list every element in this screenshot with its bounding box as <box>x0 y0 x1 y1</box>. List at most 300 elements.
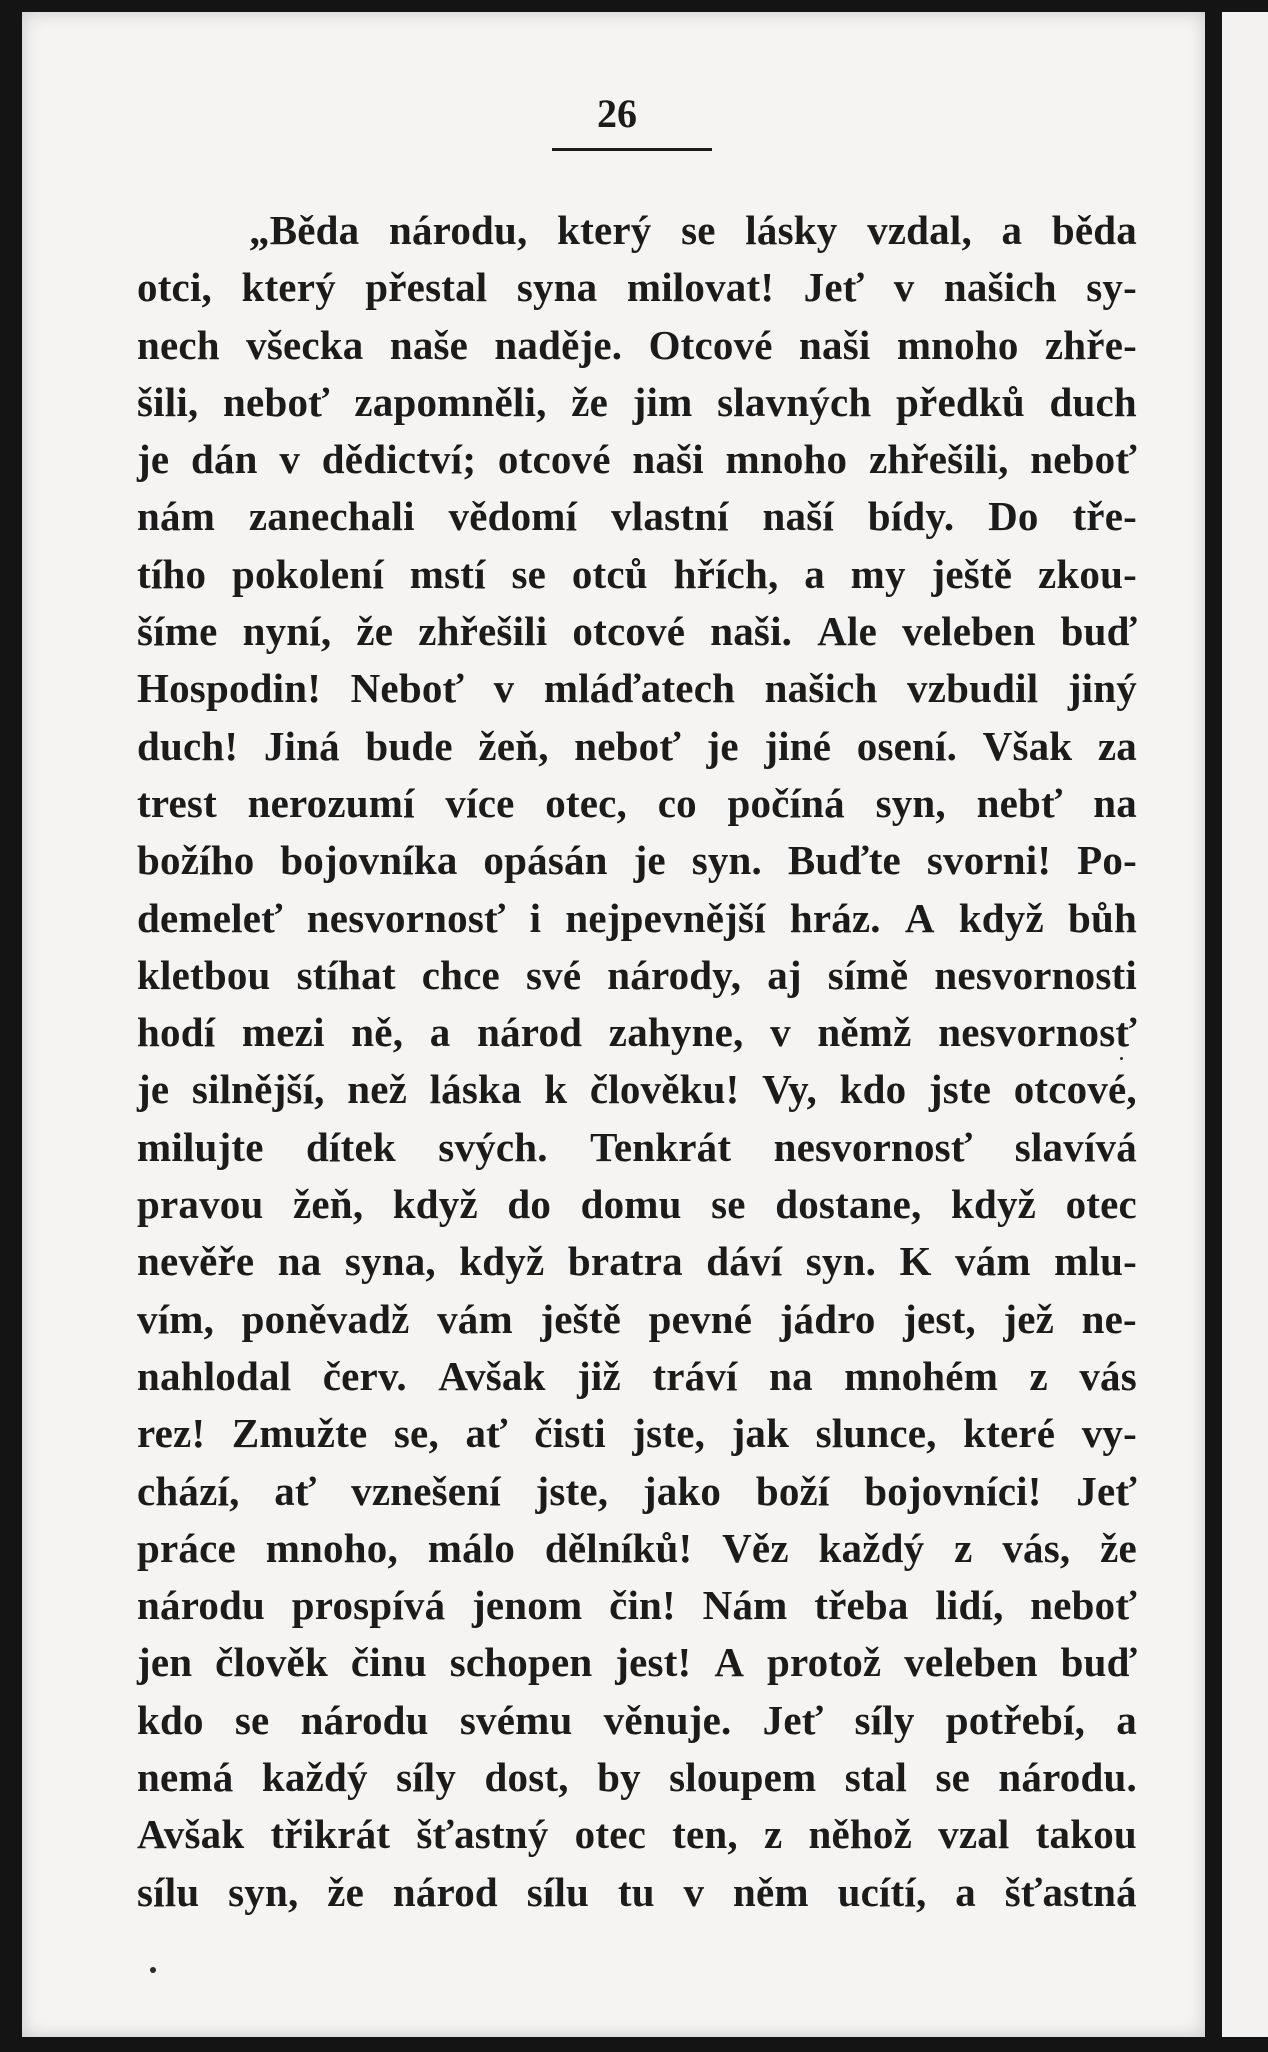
word: Buďte <box>787 837 901 884</box>
text-line <box>137 1577 1137 1634</box>
text-line <box>137 1806 1137 1863</box>
text-line <box>137 1176 1137 1233</box>
word: Věz <box>722 1524 789 1571</box>
word: něhož <box>808 1811 912 1858</box>
word: jste, <box>535 1467 609 1514</box>
text-line <box>137 1864 1137 1921</box>
word: veleben <box>902 608 1036 655</box>
word: dost, <box>484 1754 569 1801</box>
word: počíná <box>727 779 845 826</box>
word: národu <box>300 1696 429 1743</box>
word: že <box>1100 1524 1137 1571</box>
text-line <box>137 1520 1137 1577</box>
word: jako <box>642 1467 722 1514</box>
word: šťastný <box>416 1811 549 1858</box>
text-line <box>137 1749 1137 1806</box>
header-rule <box>552 148 712 151</box>
word: protož <box>767 1639 882 1686</box>
word: dostane, <box>775 1181 922 1228</box>
word: vím, <box>137 1295 215 1342</box>
word: mezi <box>241 1009 325 1056</box>
word: naši <box>632 436 704 483</box>
word: a <box>1116 1696 1137 1743</box>
word: málo <box>427 1524 516 1571</box>
word: lásky <box>745 207 838 253</box>
word: bídy. <box>867 493 955 540</box>
text-line <box>137 546 1137 603</box>
word: předků <box>896 378 1025 425</box>
word: činu <box>350 1639 427 1686</box>
word: nesvornosť <box>773 1123 973 1170</box>
word: osení. <box>856 722 958 769</box>
word: pokolení <box>231 550 384 597</box>
text-line <box>137 1405 1137 1462</box>
word: který <box>557 207 652 253</box>
word: domu <box>580 1181 682 1228</box>
word: již <box>577 1352 621 1399</box>
word: ať <box>274 1467 317 1514</box>
word: nerozumí <box>247 779 415 826</box>
word: bude <box>365 722 453 769</box>
word: nejpevnější <box>565 894 766 941</box>
word: zhře- <box>1044 321 1137 368</box>
word: buď <box>1060 608 1137 655</box>
text-line <box>137 374 1137 431</box>
page-number: 26 <box>597 91 637 136</box>
word: dítek <box>306 1123 396 1170</box>
word: své <box>525 951 582 998</box>
word: syn, <box>228 1868 299 1915</box>
text-line <box>137 431 1137 488</box>
word: stal <box>844 1754 908 1801</box>
text-line <box>137 1291 1137 1348</box>
word: tře- <box>1072 493 1137 540</box>
word: dědictví; <box>321 436 477 483</box>
word: otců <box>571 550 648 597</box>
word: do <box>507 1181 552 1228</box>
word: ten, <box>672 1811 738 1858</box>
word: červ. <box>322 1352 407 1399</box>
word: vás, <box>1002 1524 1071 1571</box>
word: Hospodin! <box>137 665 322 712</box>
word: že <box>327 1868 365 1915</box>
word: símě <box>827 951 909 998</box>
word: naděje. <box>494 321 623 368</box>
word: v <box>893 264 915 311</box>
word: syn. <box>691 837 763 884</box>
word: běda <box>1051 207 1137 253</box>
text-line <box>137 1463 1137 1520</box>
word: a <box>1001 207 1023 253</box>
word: na <box>277 1238 322 1285</box>
word: otec <box>574 1811 646 1858</box>
body-text <box>137 202 1137 1921</box>
text-line <box>137 718 1137 775</box>
text-line <box>137 832 1137 889</box>
word: láska <box>429 1066 522 1113</box>
word: ještě <box>931 550 1013 597</box>
word: národ <box>392 1868 498 1915</box>
word: vy- <box>1081 1410 1137 1457</box>
word: Avšak <box>137 1811 245 1858</box>
word: věnuje. <box>603 1696 732 1743</box>
word: zhřešili, <box>868 436 1009 483</box>
word: mnoho <box>896 321 1019 368</box>
word: i <box>529 894 542 941</box>
word: kletbou <box>137 951 271 998</box>
word: vám <box>437 1295 513 1342</box>
word: bůh <box>1067 894 1137 941</box>
word: síly <box>396 1754 457 1801</box>
word: opásán <box>483 837 608 884</box>
word: člověku! <box>589 1066 740 1113</box>
word: k <box>544 1066 568 1113</box>
word: ucítí, <box>837 1868 927 1915</box>
word: na <box>769 1352 813 1399</box>
word: když <box>392 1181 478 1228</box>
word: více <box>445 779 515 826</box>
word: a <box>429 1009 451 1056</box>
text-line <box>137 259 1137 316</box>
word: dáví <box>706 1238 783 1285</box>
word: je <box>633 837 666 884</box>
word: dělníků! <box>544 1524 693 1571</box>
word: nyní, <box>242 608 332 655</box>
word: tího <box>137 550 207 597</box>
word: veleben <box>904 1639 1038 1686</box>
word: sy- <box>1086 264 1137 311</box>
word: třeba <box>814 1582 909 1629</box>
word: potřebí, <box>945 1696 1086 1743</box>
word: a <box>955 1868 976 1915</box>
word: syn, <box>875 779 946 826</box>
page-sheet <box>22 12 1205 2037</box>
word: sílu <box>526 1868 590 1915</box>
word: my <box>850 550 906 597</box>
word: Avšak <box>438 1352 546 1399</box>
word: schopen <box>449 1639 593 1686</box>
word: pravou <box>137 1181 264 1228</box>
word: pevné <box>648 1295 753 1342</box>
word: je <box>706 722 739 769</box>
word: síly <box>854 1696 915 1743</box>
word: trest <box>137 779 217 826</box>
word: jen <box>137 1639 193 1686</box>
word: vzdal, <box>867 207 972 253</box>
word: člověk <box>215 1639 328 1686</box>
word: národy, <box>607 951 742 998</box>
word: každý <box>818 1524 925 1571</box>
text-line <box>137 603 1137 660</box>
word: žeň, <box>293 1181 364 1228</box>
word: národu <box>137 1582 266 1629</box>
word: Jeť <box>762 1696 824 1743</box>
word: hráz. <box>789 894 881 941</box>
word: jenom <box>472 1582 583 1629</box>
word: božího <box>137 837 255 884</box>
text-line <box>137 317 1137 374</box>
word: se <box>711 1181 746 1228</box>
word: nemá <box>137 1754 234 1801</box>
text-line <box>137 1348 1137 1405</box>
word: je <box>137 436 170 483</box>
ink-speck <box>150 1967 156 1973</box>
word: třikrát <box>270 1811 391 1858</box>
word: které <box>963 1410 1056 1457</box>
word: sílu <box>137 1868 200 1915</box>
word: našich <box>764 665 878 712</box>
text-line <box>137 1004 1137 1061</box>
word: boží <box>755 1467 830 1514</box>
word: čisti <box>534 1410 606 1457</box>
word: je <box>137 1066 170 1113</box>
word: než <box>347 1066 407 1113</box>
ink-speck <box>1120 1057 1123 1060</box>
word: jádro <box>779 1295 876 1342</box>
word: mnohém <box>844 1352 999 1399</box>
word: jest, <box>903 1295 976 1342</box>
word: když <box>950 1181 1037 1228</box>
word: hodí <box>137 1009 216 1056</box>
word: poněvadž <box>241 1295 410 1342</box>
word: šili, <box>137 378 199 425</box>
word: slavívá <box>1014 1123 1137 1170</box>
text-line <box>137 1233 1137 1290</box>
word: v <box>683 1868 705 1915</box>
word: Jeť <box>1076 1467 1137 1514</box>
word: milovat! <box>626 264 775 311</box>
word: vzbudil <box>907 665 1039 712</box>
word: rez! <box>137 1410 206 1457</box>
word: jež <box>1003 1295 1055 1342</box>
word: buď <box>1060 1639 1137 1686</box>
word: otcové, <box>1013 1066 1137 1113</box>
word: jest! <box>615 1639 692 1686</box>
word: vlastní <box>611 493 729 540</box>
word: žeň, <box>478 722 549 769</box>
text-line <box>137 1692 1137 1749</box>
text-line <box>137 947 1137 1004</box>
word: národ <box>477 1009 583 1056</box>
word: z <box>763 1811 783 1858</box>
text-line <box>137 202 1137 259</box>
word: jim <box>632 378 693 425</box>
facing-page-edge <box>1222 12 1268 2037</box>
word: jak <box>731 1410 790 1457</box>
word: takou <box>1035 1811 1137 1858</box>
word: hřích, <box>673 550 779 597</box>
word: milujte <box>137 1123 264 1170</box>
word: mláďatech <box>543 665 736 712</box>
word: jste, <box>632 1410 706 1457</box>
word: přestal <box>365 264 488 311</box>
word: silnější, <box>191 1066 325 1113</box>
word: zapomněli, <box>354 378 547 425</box>
word: čin! <box>609 1582 676 1629</box>
word: co <box>657 779 697 826</box>
word: když <box>958 894 1044 941</box>
word: který <box>241 264 336 311</box>
word: mstí <box>409 550 486 597</box>
word: vás <box>1079 1352 1137 1399</box>
word: slavných <box>717 378 872 425</box>
word: že <box>356 608 394 655</box>
word: bratra <box>567 1238 683 1285</box>
text-line <box>137 660 1137 717</box>
word: lidí, <box>935 1582 1004 1629</box>
word: nech <box>137 321 220 368</box>
word: kdo <box>137 1696 204 1743</box>
word: v <box>279 436 301 483</box>
word: neboť <box>1030 1582 1137 1629</box>
text-line <box>137 1061 1137 1118</box>
word: se <box>511 550 547 597</box>
word: z <box>1029 1352 1048 1399</box>
word: chází, <box>137 1467 240 1514</box>
word: vznešení <box>351 1467 501 1514</box>
word: duch <box>1049 378 1137 425</box>
word: dán <box>190 436 258 483</box>
word: Otcové <box>648 321 773 368</box>
word: prospívá <box>291 1582 446 1629</box>
word: nesvornosť <box>938 1009 1137 1056</box>
word: Vy, <box>762 1066 818 1113</box>
word: zanechali <box>248 493 415 540</box>
word: nesvornosti <box>934 951 1137 998</box>
word: jiný <box>1067 665 1137 712</box>
text-line <box>137 488 1137 545</box>
word: K <box>899 1238 932 1285</box>
word: otec, <box>545 779 627 826</box>
word: Po- <box>1077 837 1137 884</box>
word: neboť <box>574 722 681 769</box>
word: kdo <box>839 1066 907 1113</box>
word: ať <box>465 1410 508 1457</box>
word: nevěře <box>137 1238 255 1285</box>
word: „Běda <box>249 207 360 253</box>
text-line <box>137 1634 1137 1691</box>
word: jiné <box>764 722 832 769</box>
word: a <box>804 550 825 597</box>
text-line <box>137 890 1137 947</box>
word: Do <box>988 493 1039 540</box>
word: Jiná <box>263 722 340 769</box>
word: nebť <box>976 779 1063 826</box>
word: Tenkrát <box>590 1123 732 1170</box>
word: naši <box>799 321 871 368</box>
word: otcové <box>497 436 611 483</box>
word: zahyne, <box>608 1009 744 1056</box>
word: neboť <box>223 378 330 425</box>
word: tu <box>617 1868 655 1915</box>
word: chce <box>421 951 500 998</box>
word: ně, <box>351 1009 404 1056</box>
word: syna, <box>344 1238 436 1285</box>
word: neboť <box>1030 436 1137 483</box>
word: mlu- <box>1054 1238 1137 1285</box>
word: Nám <box>702 1582 788 1629</box>
word: slunce, <box>815 1410 937 1457</box>
word: v <box>493 665 515 712</box>
word: zhřešili <box>418 608 548 655</box>
word: za <box>1097 722 1137 769</box>
word: vám <box>954 1238 1031 1285</box>
word: sloupem <box>669 1754 817 1801</box>
word: mnoho <box>725 436 848 483</box>
word: A <box>714 1639 745 1686</box>
word: národu. <box>998 1754 1137 1801</box>
word: vzal <box>938 1811 1010 1858</box>
word: němž <box>817 1009 912 1056</box>
word: otec <box>1065 1181 1137 1228</box>
word: práce <box>137 1524 236 1571</box>
word: šíme <box>137 608 218 655</box>
word: by <box>597 1754 641 1801</box>
word: národu, <box>388 207 528 253</box>
word: mnoho, <box>265 1524 398 1571</box>
word: vědomí <box>448 493 578 540</box>
word: tráví <box>652 1352 738 1399</box>
word: syn. <box>805 1238 877 1285</box>
word: ještě <box>540 1295 622 1342</box>
word: A <box>904 894 935 941</box>
word: demeleť <box>137 894 283 941</box>
word: v <box>770 1009 791 1056</box>
word: zkou- <box>1037 550 1137 597</box>
text-line <box>137 775 1137 832</box>
word: stíhat <box>296 951 396 998</box>
word: našich <box>943 264 1057 311</box>
word: všecka <box>246 321 364 368</box>
word: aj <box>767 951 802 998</box>
word: se <box>681 207 716 253</box>
word: Zmužte <box>231 1410 368 1457</box>
word: jste <box>928 1066 992 1113</box>
word: svých. <box>438 1123 548 1170</box>
word: nám <box>137 493 216 540</box>
word: naši. <box>710 608 793 655</box>
text-line <box>137 1119 1137 1176</box>
word: se <box>935 1754 971 1801</box>
word: nahlodal <box>137 1352 292 1399</box>
word: každý <box>261 1754 368 1801</box>
word: když <box>459 1238 545 1285</box>
word: něm <box>733 1868 809 1915</box>
word: syna <box>516 264 598 311</box>
word: ne- <box>1081 1295 1137 1342</box>
word: se <box>234 1696 270 1743</box>
word: bojovníci! <box>864 1467 1042 1514</box>
word: svorni! <box>926 837 1052 884</box>
word: šťastná <box>1004 1868 1137 1915</box>
word: duch! <box>137 722 239 769</box>
word: bojovníka <box>280 837 458 884</box>
word: Ale <box>817 608 878 655</box>
word: otcové <box>572 608 686 655</box>
word: na <box>1093 779 1137 826</box>
word: Jeť <box>803 264 865 311</box>
word: že <box>571 378 609 425</box>
word: Neboť <box>350 665 465 712</box>
word: nesvornosť <box>306 894 506 941</box>
word: naše <box>389 321 469 368</box>
word: se, <box>393 1410 439 1457</box>
word: naší <box>762 493 834 540</box>
word: z <box>954 1524 973 1571</box>
word: svému <box>459 1696 573 1743</box>
word: otci, <box>137 264 212 311</box>
word: Však <box>982 722 1073 769</box>
